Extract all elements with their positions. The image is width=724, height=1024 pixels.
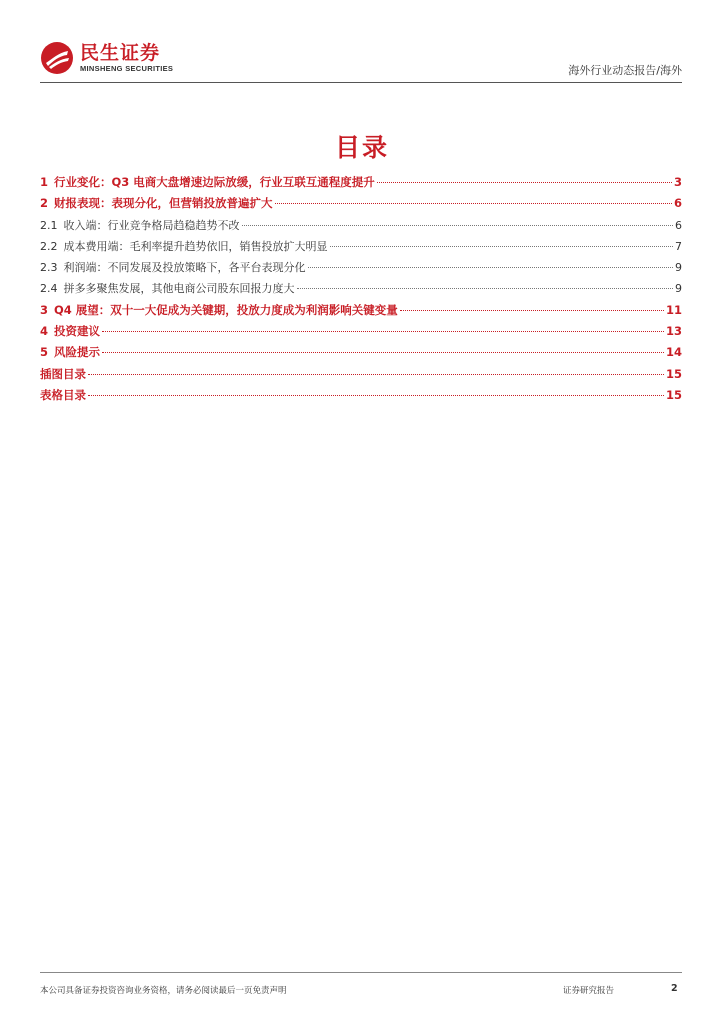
company-logo <box>40 40 173 76</box>
toc-entry[interactable] <box>40 387 682 408</box>
toc-entry-title <box>40 366 86 382</box>
footer-doc-type: 证券研究报告 <box>563 986 615 996</box>
toc-entry-text: 利润端：不同发展及投放策略下，各平台表现分化 <box>63 261 306 275</box>
footer-page-number: 2 <box>671 983 678 994</box>
toc-entry-text: 财报表现：表现分化，但营销投放普遍扩大 <box>54 196 273 211</box>
page-header <box>40 40 682 84</box>
toc-entry-title <box>40 280 295 296</box>
toc-entry-text: 风险提示 <box>54 345 101 360</box>
toc-entry-title <box>40 195 273 211</box>
toc-entry[interactable] <box>40 280 682 301</box>
toc-entry-title <box>40 174 375 190</box>
toc-entry-number: 2.4 <box>40 282 58 296</box>
toc-leader-dots <box>297 288 674 289</box>
toc-entry-title <box>40 238 328 254</box>
toc-entry[interactable] <box>40 217 682 238</box>
toc-entry[interactable] <box>40 366 682 387</box>
toc-entry-text: 行业变化：Q3 电商大盘增速边际放缓，行业互联互通程度提升 <box>54 175 375 189</box>
toc-entry-number: 2.3 <box>40 261 58 275</box>
toc-entry[interactable] <box>40 174 682 195</box>
toc-entry-number: 5 <box>40 345 49 360</box>
toc-entry[interactable] <box>40 238 682 259</box>
toc-entry-title <box>40 323 100 339</box>
toc-leader-dots <box>102 352 664 353</box>
toc-leader-dots <box>330 246 674 247</box>
toc-entry-number: 4 <box>40 324 49 339</box>
toc-entry-page: 15 <box>665 387 682 402</box>
toc-entry-title <box>40 344 100 360</box>
toc-leader-dots <box>308 267 674 268</box>
toc-entry-text: 插图目录 <box>40 366 86 381</box>
footer-divider <box>40 972 682 973</box>
logo-chinese-name: 民生证券 <box>80 41 161 64</box>
toc-entry-number: 2.1 <box>40 218 58 232</box>
header-divider <box>40 82 682 83</box>
toc-entry[interactable] <box>40 302 682 323</box>
toc-entry-number: 1 <box>40 175 49 189</box>
toc-entry-page: 9 <box>675 261 682 275</box>
toc-entry-page: 7 <box>675 239 682 253</box>
footer-disclaimer: 本公司具备证券投资咨询业务资格，请务必阅读最后一页免责声明 <box>40 986 287 996</box>
toc-leader-dots <box>275 203 672 204</box>
toc-entry-page: 6 <box>675 218 682 232</box>
toc-entry-title <box>40 387 86 403</box>
toc-entry-page: 6 <box>673 196 682 211</box>
toc-leader-dots <box>242 225 674 226</box>
toc-entry-page: 14 <box>665 345 682 360</box>
toc-entry-page: 9 <box>675 282 682 296</box>
toc-entry-page: 3 <box>673 175 682 189</box>
toc-entry-number: 2.2 <box>40 239 58 253</box>
toc-leader-dots <box>400 310 664 311</box>
toc-entry-title <box>40 302 398 318</box>
toc-entry-number: 3 <box>40 302 49 317</box>
toc-entry-text: 成本费用端：毛利率提升趋势依旧，销售投放扩大明显 <box>63 239 328 253</box>
toc-entry-page: 13 <box>665 324 682 339</box>
toc-entry-number: 2 <box>40 196 49 211</box>
toc-entry[interactable] <box>40 323 682 344</box>
toc-entry[interactable] <box>40 259 682 280</box>
toc-entry-text: 表格目录 <box>40 387 86 402</box>
toc-title: 目录 <box>334 133 389 162</box>
report-type-label: 海外行业动态报告/海外 <box>568 64 682 77</box>
toc-leader-dots <box>88 374 664 375</box>
toc-leader-dots <box>88 395 664 396</box>
table-of-contents <box>40 174 682 408</box>
logo-english-name: MINSHENG SECURITIES <box>80 63 174 73</box>
toc-entry[interactable] <box>40 344 682 365</box>
toc-leader-dots <box>102 331 664 332</box>
minsheng-logo-icon <box>40 41 74 75</box>
toc-entry-title <box>40 217 240 233</box>
toc-entry-text: 拼多多聚焦发展，其他电商公司股东回报力度大 <box>63 282 295 296</box>
toc-entry-title <box>40 259 306 275</box>
toc-entry-page: 11 <box>665 302 682 317</box>
toc-leader-dots <box>377 182 672 183</box>
toc-entry-text: 投资建议 <box>54 324 101 339</box>
toc-entry[interactable] <box>40 195 682 216</box>
toc-entry-page: 15 <box>665 366 682 381</box>
toc-entry-text: Q4 展望：双十一大促成为关键期，投放力度成为利润影响关键变量 <box>54 302 398 317</box>
toc-entry-text: 收入端：行业竞争格局趋稳趋势不改 <box>63 218 240 232</box>
